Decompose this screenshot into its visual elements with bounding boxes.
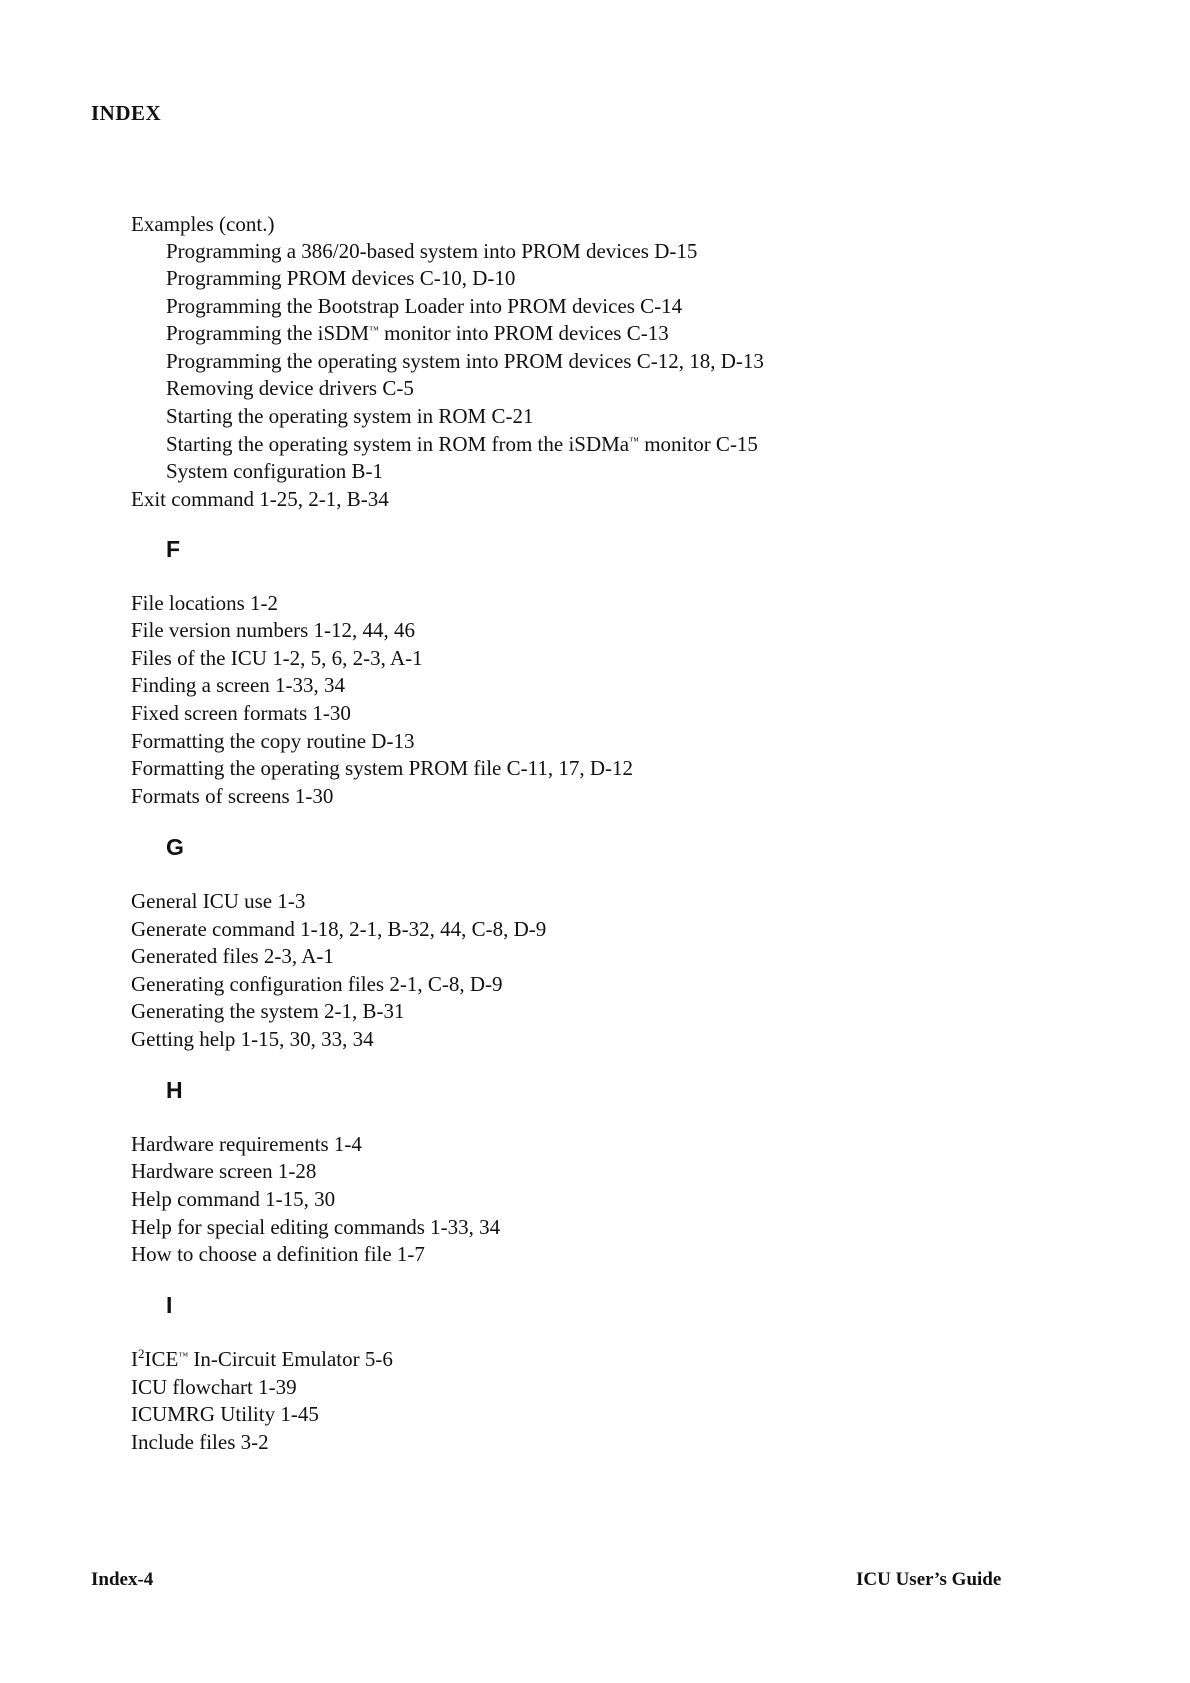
- trademark-mark: ™: [369, 325, 379, 336]
- index-entry: General ICU use 1-3: [131, 889, 306, 913]
- index-subentry: Starting the operating system in ROM C-21: [166, 404, 534, 428]
- index-entry: Help for special editing commands 1-33, 34: [131, 1215, 501, 1239]
- trademark-mark: ™: [629, 436, 639, 447]
- index-entry: Help command 1-15, 30: [131, 1187, 336, 1211]
- index-entry-examples: Examples (cont.): [131, 212, 275, 236]
- text: Programming the iSDM: [166, 321, 369, 345]
- text: monitor into PROM devices C-13: [378, 321, 669, 345]
- section-letter-f: F: [166, 536, 181, 562]
- index-subentry: [166, 320, 669, 346]
- text: monitor C-15: [638, 432, 758, 456]
- index-entry: Finding a screen 1-33, 34: [131, 673, 346, 697]
- index-subentry: Programming the operating system into PROM devices C-12, 18, D-13: [166, 349, 764, 373]
- index-entry: Generating configuration files 2-1, C-8, D-9: [131, 972, 503, 996]
- page-number: Index-4: [91, 1569, 154, 1590]
- index-entry: Include files 3-2: [131, 1430, 269, 1454]
- index-entry: Hardware screen 1-28: [131, 1159, 317, 1183]
- text: Starting the operating system in ROM from the iSDMa: [166, 432, 630, 456]
- section-letter-h: H: [166, 1077, 183, 1103]
- index-subentry: System configuration B-1: [166, 459, 383, 483]
- index-entry: Hardware requirements 1-4: [131, 1132, 362, 1156]
- trademark-mark: ™: [178, 1351, 189, 1362]
- index-entry: Files of the ICU 1-2, 5, 6, 2-3, A-1: [131, 646, 423, 670]
- index-subentry: Removing device drivers C-5: [166, 376, 414, 400]
- index-entry: ICU flowchart 1-39: [131, 1375, 297, 1399]
- index-entry: File locations 1-2: [131, 591, 278, 615]
- index-entry: Formatting the operating system PROM file C-11, 17, D-12: [131, 756, 634, 780]
- section-letter-g: G: [166, 834, 184, 860]
- text: ICE: [144, 1347, 179, 1371]
- index-entry: File version numbers 1-12, 44, 46: [131, 618, 416, 642]
- section-letter-i: I: [166, 1292, 173, 1318]
- index-entry: Generating the system 2-1, B-31: [131, 999, 405, 1023]
- index-entry: Generate command 1-18, 2-1, B-32, 44, C-8, D-9: [131, 917, 547, 941]
- text: I: [131, 1347, 138, 1371]
- index-entry: ICUMRG Utility 1-45: [131, 1402, 319, 1426]
- index-subentry: Programming the Bootstrap Loader into PROM devices C-14: [166, 294, 683, 318]
- index-entry: Formatting the copy routine D-13: [131, 729, 415, 753]
- index-entry: Getting help 1-15, 30, 33, 34: [131, 1027, 374, 1051]
- index-entry: Exit command 1-25, 2-1, B-34: [131, 487, 389, 511]
- document-title: ICU User’s Guide: [856, 1569, 1002, 1590]
- text: In-Circuit Emulator 5-6: [188, 1347, 393, 1371]
- index-entry: How to choose a definition file 1-7: [131, 1242, 425, 1266]
- index-subentry: Programming a 386/20-based system into PROM devices D-15: [166, 239, 698, 263]
- index-entry: Formats of screens 1-30: [131, 784, 334, 808]
- index-subentry: Programming PROM devices C-10, D-10: [166, 266, 516, 290]
- page-header: INDEX: [91, 101, 162, 125]
- index-entry: Generated files 2-3, A-1: [131, 944, 334, 968]
- index-subentry: [166, 431, 758, 457]
- index-entry-i2ice: [131, 1346, 393, 1372]
- superscript: 2: [138, 1346, 145, 1361]
- index-entry: Fixed screen formats 1-30: [131, 701, 351, 725]
